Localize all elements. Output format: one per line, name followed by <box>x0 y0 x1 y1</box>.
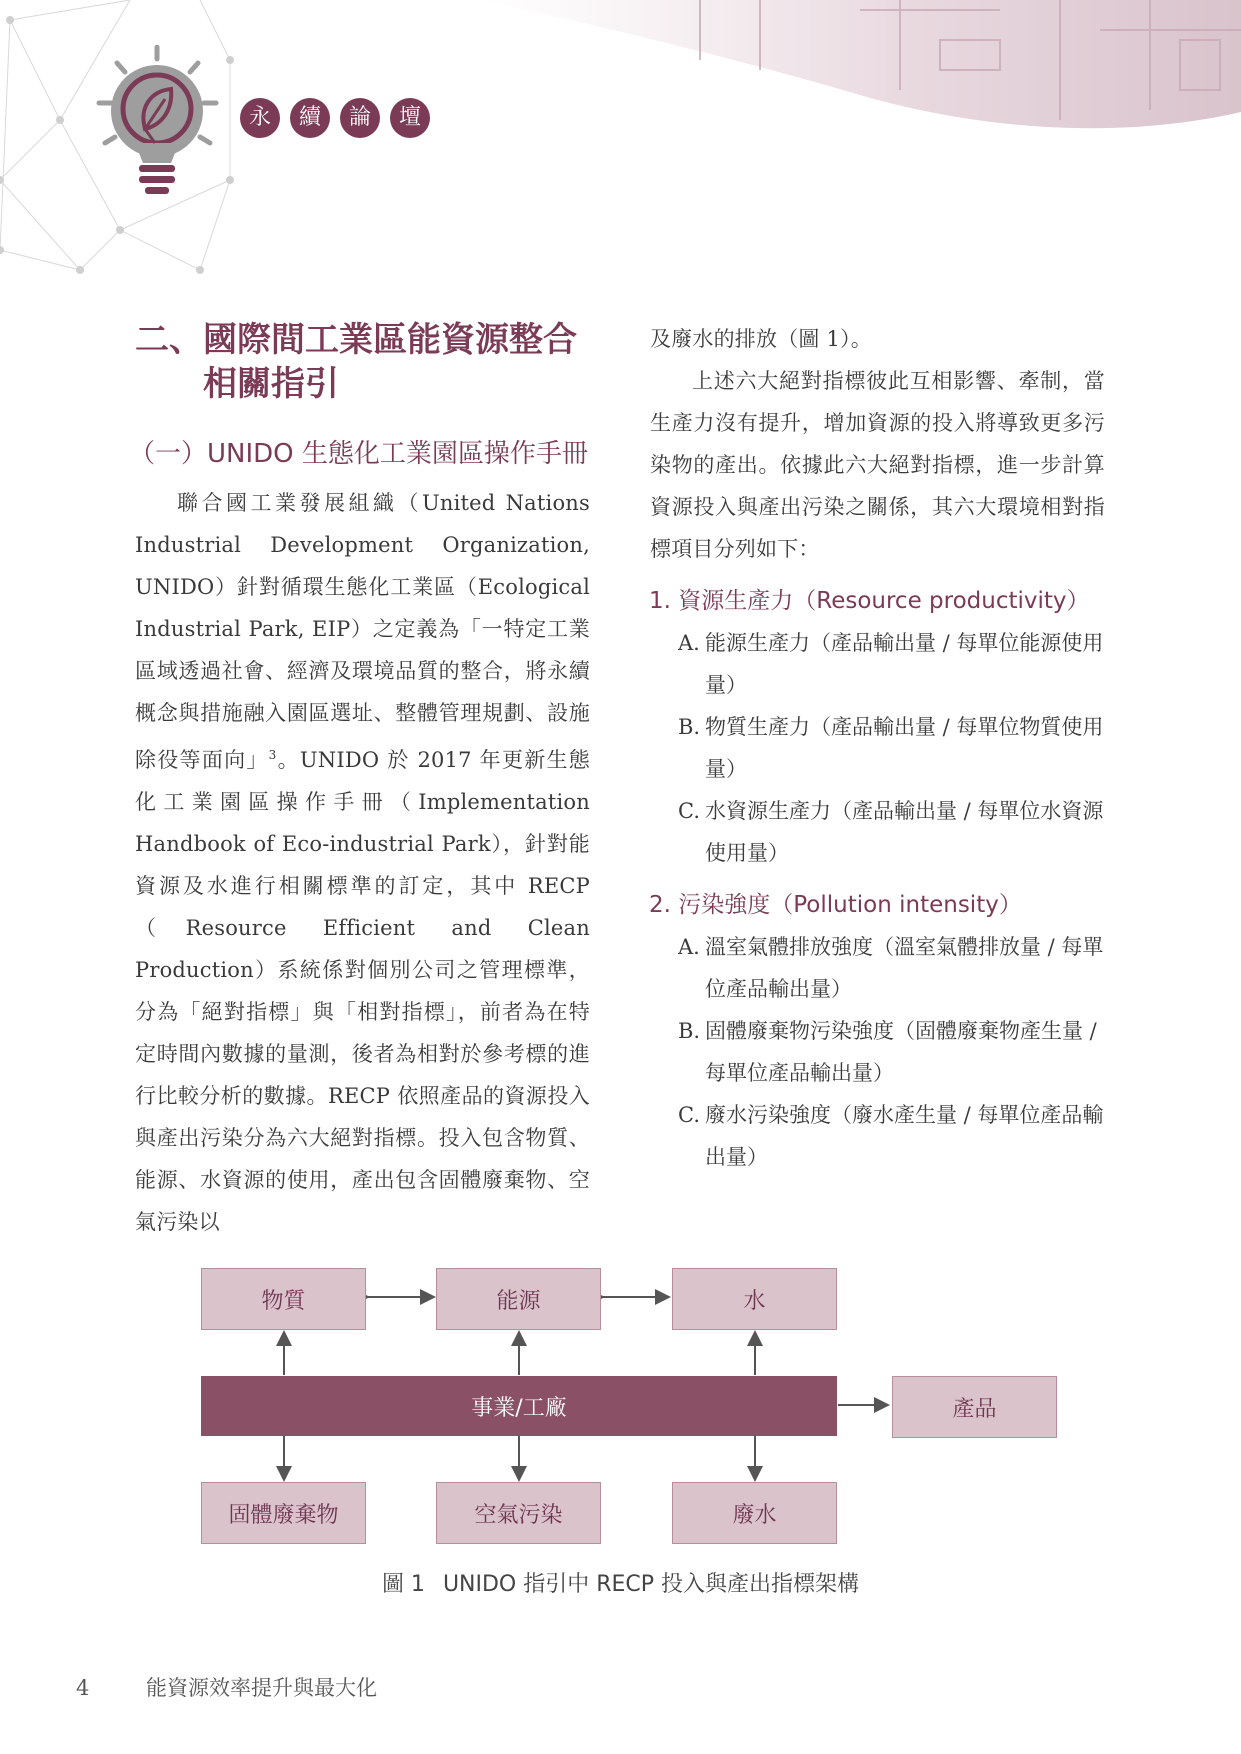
publication-title: 能資源效率提升與最大化 <box>146 1676 377 1700</box>
figure-caption-text: UNIDO 指引中 RECP 投入與產出指標架構 <box>442 1572 860 1597</box>
list-marker: B. <box>678 715 701 739</box>
section-badge: 壇 <box>390 98 430 138</box>
node-output-air-pollution: 空氣污染 <box>436 1482 601 1544</box>
left-column <box>129 318 590 1243</box>
page-number: 4 <box>76 1676 90 1700</box>
section-heading-line2: 相關指引 <box>203 364 339 404</box>
section-heading-line1: 二、國際間工業區能資源整合 <box>135 320 577 360</box>
list-marker: C. <box>678 1103 700 1127</box>
list-text: 能源生產力（產品輸出量 / 每單位能源使用量） <box>705 631 1104 697</box>
list-text: 物質生產力（產品輸出量 / 每單位物質使用量） <box>705 715 1104 781</box>
right-column <box>650 318 1105 1178</box>
list-text: 廢水污染強度（廢水產生量 / 每單位產品輸出量） <box>705 1103 1104 1169</box>
body-paragraph: 上述六大絕對指標彼此互相影響、牽制，當生產力沒有提升，增加資源的投入將導致更多污染物的產出。依據此六大絕對指標，進一步計算資源投入與產出污染之關係，其六大環境相對指標項目分列如下： <box>650 369 1105 561</box>
list-text: 溫室氣體排放強度（溫室氣體排放量 / 每單位產品輸出量） <box>705 935 1104 1001</box>
figure-caption-number: 圖 1 <box>381 1572 425 1597</box>
list-heading: 1. 資源生產力（Resource productivity） <box>649 588 1090 614</box>
list-marker: B. <box>678 1019 701 1043</box>
node-business-factory: 事業/工廠 <box>201 1376 837 1436</box>
list-item <box>678 1094 1105 1178</box>
section-heading <box>135 318 590 406</box>
list-marker: A. <box>678 631 700 655</box>
node-input-water: 水 <box>672 1268 837 1330</box>
section-badge: 續 <box>290 98 330 138</box>
section-badge: 論 <box>340 98 380 138</box>
body-text: 聯合國工業發展組織（United Nations Industrial Development Organization, UNIDO）針對循環生態化工業區（Ecological Industrial Park, EIP）之定義為「一特定工業區域透過社會、經濟及環境品質的整合，將永續概念與措施融入園區選址、整體管理規劃、設施除役等面向」 <box>135 491 590 772</box>
recp-diagram <box>0 1250 1241 1570</box>
list-item <box>678 926 1105 1010</box>
section-badge: 永 <box>240 98 280 138</box>
list-item <box>678 1010 1105 1094</box>
node-input-energy: 能源 <box>436 1268 601 1330</box>
node-output-solid-waste: 固體廢棄物 <box>201 1482 366 1544</box>
lightbulb-leaf-icon <box>95 45 220 215</box>
subsection-heading: （一）UNIDO 生態化工業園區操作手冊 <box>129 439 588 469</box>
section-badges <box>240 98 430 138</box>
list-item <box>678 706 1105 790</box>
list-text: 水資源生產力（產品輸出量 / 每單位水資源使用量） <box>705 799 1104 865</box>
body-text: 。UNIDO 於 2017 年更新生態化工業園區操作手冊（Implementation Handbook of Eco-industrial Park），針對能資源及水進行相關標準的訂定，其中 RECP（Resource Efficient and Clean Production）系統係對個別公司之管理標準，分為「絕對指標」與「相對指標」，前者為在特定時間內數據的量測，後者為相對於參考標的進行比較分析的數據。RECP 依照產品的資源投入與產出污染分為六大絕對指標。投入包含物質、能源、水資源的使用，產出包含固體廢棄物、空氣污染以 <box>135 748 590 1234</box>
list-item <box>678 622 1105 706</box>
footnote-ref: 3 <box>268 748 277 762</box>
list-item <box>678 790 1105 874</box>
list-heading: 2. 污染強度（Pollution intensity） <box>649 892 1022 918</box>
figure-caption <box>0 1567 1241 1598</box>
node-product: 產品 <box>892 1376 1057 1438</box>
body-paragraph <box>135 482 590 1243</box>
node-input-material: 物質 <box>201 1268 366 1330</box>
list-text: 固體廢棄物污染強度（固體廢棄物產生量 / 每單位產品輸出量） <box>705 1019 1097 1085</box>
node-output-wastewater: 廢水 <box>672 1482 837 1544</box>
list-marker: C. <box>678 799 700 823</box>
list-marker: A. <box>678 935 700 959</box>
page-footer <box>76 1672 377 1702</box>
body-paragraph-continued: 及廢水的排放（圖 1）。 <box>650 327 872 351</box>
